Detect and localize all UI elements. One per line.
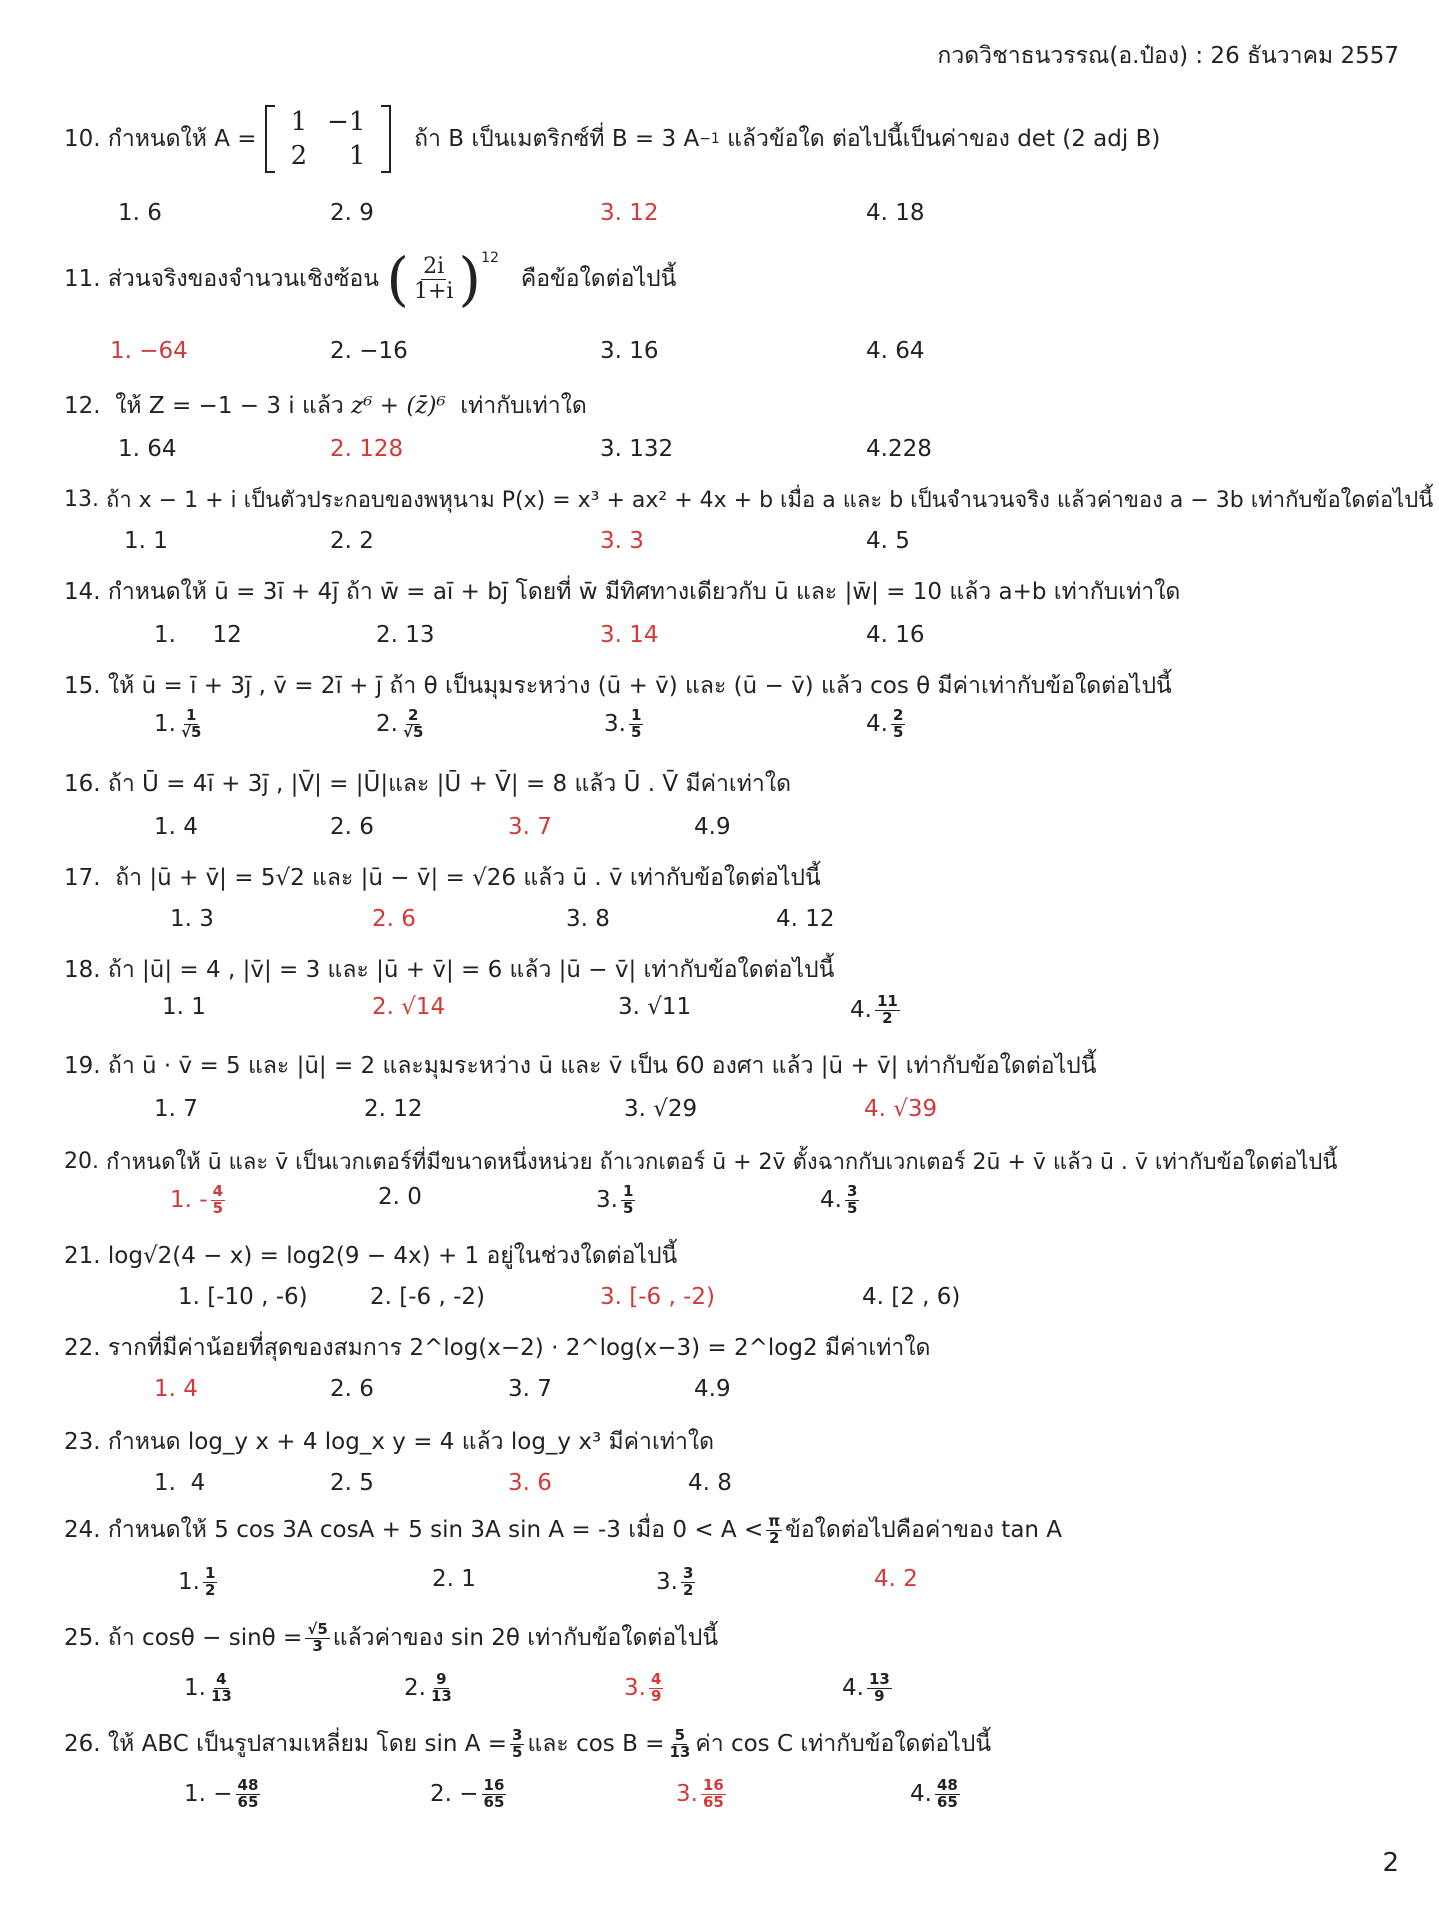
option-prefix: 1.: [184, 1675, 206, 1702]
question-18: [64, 952, 834, 988]
options-12: [0, 436, 1439, 476]
fraction-denominator: 13: [210, 1686, 232, 1705]
fraction-numerator: 13: [868, 1670, 890, 1688]
fraction-denominator: 5: [892, 722, 904, 741]
fraction-denominator: 5: [846, 1198, 858, 1217]
option-3[interactable]: 3. 6: [508, 1470, 552, 1496]
question-text: ค่า cos C เท่ากับข้อใดต่อไปนี้: [695, 1731, 992, 1757]
option-4[interactable]: 4.9: [694, 814, 731, 840]
question-number: 14.: [64, 579, 101, 605]
question-text: รากที่มีค่าน้อยที่สุดของสมการ 2^log(x−2) · 2^log(x−3) = 2^log2 มีค่าเท่าใด: [107, 1335, 931, 1361]
option-prefix: 3.: [676, 1781, 698, 1808]
option-4[interactable]: 4.9: [694, 1376, 731, 1402]
question-text: ให้ Z = −1 − 3 i แล้ว: [115, 393, 344, 419]
option-4[interactable]: 4. 8: [688, 1470, 732, 1496]
fraction-denominator: 1+i: [413, 278, 454, 304]
option-3[interactable]: 3. √11: [618, 994, 692, 1020]
question-text: เท่ากับเท่าใด: [460, 393, 587, 419]
option-4[interactable]: [866, 708, 908, 741]
fraction-denominator: 5: [622, 1198, 634, 1217]
options-19: [0, 1096, 1439, 1136]
option-1[interactable]: 1. 7: [154, 1096, 198, 1122]
option-4[interactable]: [850, 994, 903, 1027]
question-text: ถ้า Ū = 4ī + 3j̄ , |V̄| = |Ū|และ |Ū + V̄| = 8 แล้ว Ū . V̄ มีค่าเท่าใด: [107, 771, 792, 797]
options-21: [0, 1284, 1439, 1324]
question-text: คือข้อใดต่อไปนี้: [520, 266, 677, 292]
fraction-numerator: 1: [204, 1564, 216, 1582]
options-11: [0, 338, 1439, 378]
question-text: และ cos B =: [527, 1731, 665, 1757]
options-20: [0, 1184, 1439, 1224]
option-2[interactable]: 2. 9: [330, 200, 374, 226]
option-1[interactable]: 1. 12: [154, 622, 242, 648]
fraction-denominator: √5: [180, 722, 202, 741]
superscript: 12: [481, 250, 499, 266]
option-1[interactable]: 1. 4: [154, 814, 198, 840]
option-1[interactable]: [154, 708, 206, 741]
options-26: [0, 1778, 1439, 1818]
question-text: ส่วนจริงของจำนวนเชิงซ้อน: [107, 266, 379, 292]
fraction-denominator: 65: [237, 1792, 259, 1811]
question-text: แล้วค่าของ sin 2θ เท่ากับข้อใดต่อไปนี้: [332, 1625, 719, 1651]
option-2[interactable]: 2. 2: [330, 528, 374, 554]
fraction-numerator: 48: [237, 1776, 259, 1794]
fraction-numerator: 3: [512, 1725, 523, 1744]
question-10: [64, 105, 1160, 173]
option-4[interactable]: 4. 2: [874, 1566, 918, 1592]
fraction-numerator: 1: [622, 1182, 634, 1200]
question-number: 17.: [64, 865, 101, 891]
option-prefix: 3.: [656, 1569, 678, 1596]
option-prefix: 2.: [404, 1675, 426, 1702]
option-1[interactable]: 1. −64: [110, 338, 188, 364]
page-number: 2: [1382, 1848, 1399, 1878]
option-3[interactable]: 3. 12: [600, 200, 659, 226]
option-3[interactable]: 3. 7: [508, 1376, 552, 1402]
question-text: ถ้า x − 1 + i เป็นตัวประกอบของพหุนาม P(x) = x³ + ax² + 4x + b เมื่อ a และ b เป็นจำนวนจริง แล้วค่าของ a − 3b เท่ากับข้อใดต่อไปนี้: [106, 488, 1434, 513]
option-2[interactable]: 2. 6: [330, 1376, 374, 1402]
option-1[interactable]: [184, 1778, 263, 1811]
question-number: 24.: [64, 1517, 101, 1543]
question-text: กำหนดให้ ū และ v̄ เป็นเวกเตอร์ที่มีขนาดหนึ่งหน่วย ถ้าเวกเตอร์ ū + 2v̄ ตั้งฉากกับเวกเตอร์ 2ū + v̄ แล้ว ū . v̄ เท่ากับข้อใดต่อไปนี้: [106, 1150, 1338, 1175]
superscript: −1: [699, 131, 720, 147]
question-16: [64, 766, 791, 802]
fraction-denominator: 13: [669, 1742, 691, 1761]
option-4[interactable]: [910, 1778, 963, 1811]
question-25: [64, 1620, 718, 1656]
question-text: กำหนดให้ ū = 3ī + 4j̄ ถ้า w̄ = aī + bj̄ โดยที่ w̄ มีทิศทางเดียวกับ ū และ |w̄| = 10 แล้ว a+b เท่ากับเท่าใด: [107, 579, 1181, 605]
option-3[interactable]: [656, 1566, 698, 1599]
fraction-denominator: 2: [204, 1580, 216, 1599]
question-22: [64, 1330, 931, 1366]
fraction-numerator: 4: [212, 1182, 223, 1200]
option-4[interactable]: 4. 18: [866, 200, 925, 226]
fraction-numerator: 3: [846, 1182, 858, 1200]
options-13: [0, 528, 1439, 568]
option-4[interactable]: 4. √39: [864, 1096, 938, 1122]
matrix-cell: 1: [348, 141, 366, 171]
options-10: [0, 200, 1439, 240]
option-2[interactable]: 2. √14: [372, 994, 446, 1020]
options-17: [0, 906, 1439, 946]
option-3[interactable]: 3. 3: [600, 528, 644, 554]
question-text: ถ้า |ū + v̄| = 5√2 และ |ū − v̄| = √26 แล้ว ū . v̄ เท่ากับข้อใดต่อไปนี้: [115, 865, 821, 891]
options-25: [0, 1672, 1439, 1712]
math-expression: z⁶ + (z̄)⁶: [351, 393, 446, 419]
question-number: 15.: [64, 673, 101, 699]
fraction-denominator: 65: [936, 1792, 958, 1811]
fraction-numerator: 2: [892, 706, 904, 724]
matrix-cell: 1: [290, 107, 308, 137]
fraction-numerator: 2i: [423, 254, 445, 280]
option-prefix: 3.: [604, 711, 626, 738]
question-text: กำหนด log_y x + 4 log_x y = 4 แล้ว log_y x³ มีค่าเท่าใด: [107, 1429, 715, 1455]
option-3[interactable]: [604, 708, 646, 741]
option-4[interactable]: [842, 1672, 895, 1705]
option-1[interactable]: 1. 4: [154, 1376, 198, 1402]
fraction-numerator: π: [768, 1511, 781, 1530]
option-3[interactable]: [676, 1778, 729, 1811]
question-21: [64, 1238, 677, 1274]
option-2[interactable]: 2. 0: [378, 1184, 422, 1210]
question-number: 22.: [64, 1335, 101, 1361]
fraction-numerator: 2: [407, 706, 419, 724]
question-number: 19.: [64, 1053, 101, 1079]
fraction-numerator: 4: [216, 1670, 227, 1688]
fraction-denominator: 2: [768, 1528, 780, 1547]
option-4[interactable]: 4.228: [866, 436, 932, 462]
matrix-cell: −1: [327, 107, 366, 137]
question-number: 10.: [64, 126, 101, 152]
option-1[interactable]: 1. 1: [124, 528, 168, 554]
options-24: [0, 1566, 1439, 1606]
fraction-denominator: 5: [212, 1198, 223, 1217]
option-prefix: 2.: [376, 711, 398, 738]
question-text: ถ้า cosθ − sinθ =: [107, 1625, 303, 1651]
question-number: 18.: [64, 957, 101, 983]
fraction-numerator: 16: [702, 1776, 724, 1794]
fraction-denominator: 3: [312, 1636, 323, 1655]
option-3[interactable]: 3. 7: [508, 814, 552, 840]
option-3[interactable]: 3. [-6 , -2): [600, 1284, 715, 1310]
page-header: กวดวิชาธนวรรณ(อ.ป๋อง) : 26 ธันวาคม 2557: [937, 43, 1399, 69]
option-4[interactable]: 4. 12: [776, 906, 835, 932]
option-3[interactable]: 3. 8: [566, 906, 610, 932]
question-11: 11. ส่วนจริงของจำนวนเชิงซ้อน ( $\frac{2i}{1+i}$ ) $^{12}$ คือข้อใดต่อไปนี้: [64, 245, 677, 313]
question-12: [64, 388, 587, 424]
option-2[interactable]: 2. 1: [432, 1566, 476, 1592]
option-prefix: 1. −: [184, 1781, 233, 1808]
fraction-denominator: 65: [483, 1792, 505, 1811]
question-text: ถ้า B เป็นเมตริกซ์ที่ B = 3 A: [414, 126, 700, 152]
options-15: [0, 708, 1439, 748]
question-text: กำหนดให้ 5 cos 3A cosA + 5 sin 3A sin A = -3 เมื่อ 0 < A <: [107, 1517, 764, 1543]
option-prefix: 4.: [850, 997, 872, 1024]
question-number: 23.: [64, 1429, 101, 1455]
fraction-numerator: 1: [185, 706, 197, 724]
fraction-numerator: √5: [307, 1619, 328, 1638]
fraction-denominator: 9: [650, 1686, 662, 1705]
option-1[interactable]: [170, 1184, 228, 1217]
fraction-denominator: 65: [702, 1792, 724, 1811]
option-prefix: 2. −: [430, 1781, 479, 1808]
options-22: [0, 1376, 1439, 1416]
fraction-numerator: 48: [936, 1776, 958, 1794]
question-number: 21.: [64, 1243, 101, 1269]
option-4[interactable]: [820, 1184, 862, 1217]
fraction-numerator: 9: [436, 1670, 447, 1688]
option-2[interactable]: 2. 6: [372, 906, 416, 932]
fraction-numerator: 3: [682, 1564, 694, 1582]
question-number: 26.: [64, 1731, 101, 1757]
question-15: [64, 668, 1172, 704]
question-20: [64, 1144, 1337, 1179]
option-4[interactable]: 4. 5: [866, 528, 910, 554]
option-3[interactable]: [596, 1184, 638, 1217]
question-number: 12.: [64, 393, 101, 419]
option-prefix: 3.: [624, 1675, 646, 1702]
question-number: 11.: [64, 266, 101, 292]
fraction-numerator: 11: [876, 992, 898, 1010]
fraction-numerator: 4: [650, 1670, 662, 1688]
option-1[interactable]: 1. 4: [154, 1470, 206, 1496]
question-number: 13.: [64, 487, 99, 512]
question-text: ถ้า ū · v̄ = 5 และ |ū| = 2 และมุมระหว่าง ū และ v̄ เป็น 60 องศา แล้ว |ū + v̄| เท่ากับข้อใดต่อไปนี้: [107, 1053, 1097, 1079]
question-13: [64, 482, 1433, 517]
option-2[interactable]: [430, 1778, 509, 1811]
option-2[interactable]: 2. 128: [330, 436, 404, 462]
option-prefix: 3.: [596, 1187, 618, 1214]
option-2[interactable]: [376, 708, 428, 741]
fraction-numerator: 1: [630, 706, 642, 724]
question-14: [64, 574, 1180, 610]
question-text: log√2(4 − x) = log2(9 − 4x) + 1 อยู่ในช่วงใดต่อไปนี้: [107, 1243, 678, 1269]
option-3[interactable]: [624, 1672, 666, 1705]
fraction-numerator: 5: [674, 1725, 686, 1744]
question-text: กำหนดให้ A =: [107, 126, 257, 152]
fraction-denominator: 9: [874, 1686, 885, 1705]
option-prefix: 4.: [910, 1781, 932, 1808]
option-2[interactable]: 2. [-6 , -2): [370, 1284, 485, 1310]
fraction-denominator: 5: [630, 722, 642, 741]
option-prefix: 1.: [178, 1569, 200, 1596]
option-2[interactable]: 2. 5: [330, 1470, 374, 1496]
option-2[interactable]: [404, 1672, 457, 1705]
options-16: [0, 814, 1439, 854]
option-2[interactable]: 2. −16: [330, 338, 408, 364]
question-23: [64, 1424, 714, 1460]
option-3[interactable]: 3. 14: [600, 622, 659, 648]
option-1[interactable]: 1. [-10 , -6): [178, 1284, 308, 1310]
option-4[interactable]: 4. [2 , 6): [862, 1284, 961, 1310]
option-1[interactable]: 1. 64: [118, 436, 177, 462]
option-2[interactable]: 2. 12: [364, 1096, 423, 1122]
question-number: 20.: [64, 1149, 99, 1174]
option-prefix: 4.: [842, 1675, 864, 1702]
question-number: 25.: [64, 1625, 101, 1651]
question-17: [64, 860, 821, 896]
option-1[interactable]: [184, 1672, 237, 1705]
question-number: 16.: [64, 771, 101, 797]
question-26: [64, 1726, 991, 1762]
option-3[interactable]: 3. 16: [600, 338, 659, 364]
options-18: [0, 994, 1439, 1034]
option-1[interactable]: 1. 3: [170, 906, 214, 932]
option-4[interactable]: 4. 64: [866, 338, 925, 364]
fraction-denominator: √5: [402, 722, 424, 741]
question-text: ถ้า |ū| = 4 , |v̄| = 3 และ |ū + v̄| = 6 แล้ว |ū − v̄| เท่ากับข้อใดต่อไปนี้: [107, 957, 835, 983]
matrix-cell: 2: [290, 141, 308, 171]
option-4[interactable]: 4. 16: [866, 622, 925, 648]
option-1[interactable]: 1. 6: [118, 200, 162, 226]
options-14: [0, 622, 1439, 662]
question-text: ให้ ABC เป็นรูปสามเหลี่ยม โดย sin A =: [107, 1731, 508, 1757]
options-23: [0, 1470, 1439, 1510]
fraction-denominator: 2: [682, 1580, 694, 1599]
question-24: [64, 1512, 1062, 1548]
option-prefix: 4.: [820, 1187, 842, 1214]
option-3[interactable]: 3. √29: [624, 1096, 698, 1122]
question-19: [64, 1048, 1097, 1084]
matrix-a: [265, 105, 392, 173]
question-text: ให้ ū = ī + 3j̄ , v̄ = 2ī + j̄ ถ้า θ เป็นมุมระหว่าง (ū + v̄) และ (ū − v̄) แล้ว cos θ มีค่าเท่ากับข้อใดต่อไปนี้: [107, 673, 1172, 699]
fraction-denominator: 13: [430, 1686, 452, 1705]
option-prefix: 1. -: [170, 1187, 208, 1214]
option-2[interactable]: 2. 6: [330, 814, 374, 840]
fraction-denominator: 5: [512, 1742, 523, 1761]
question-text: แล้วข้อใด ต่อไปนี้เป็นค่าของ det (2 adj B): [727, 126, 1161, 152]
option-prefix: 4.: [866, 711, 888, 738]
option-prefix: 1.: [154, 711, 176, 738]
option-2[interactable]: 2. 13: [376, 622, 435, 648]
fraction-numerator: 16: [483, 1776, 505, 1794]
question-text: ข้อใดต่อไปคือค่าของ tan A: [785, 1517, 1063, 1543]
option-3[interactable]: 3. 132: [600, 436, 674, 462]
option-1[interactable]: 1. 1: [162, 994, 206, 1020]
option-1[interactable]: [178, 1566, 220, 1599]
fraction-denominator: 2: [882, 1008, 893, 1027]
